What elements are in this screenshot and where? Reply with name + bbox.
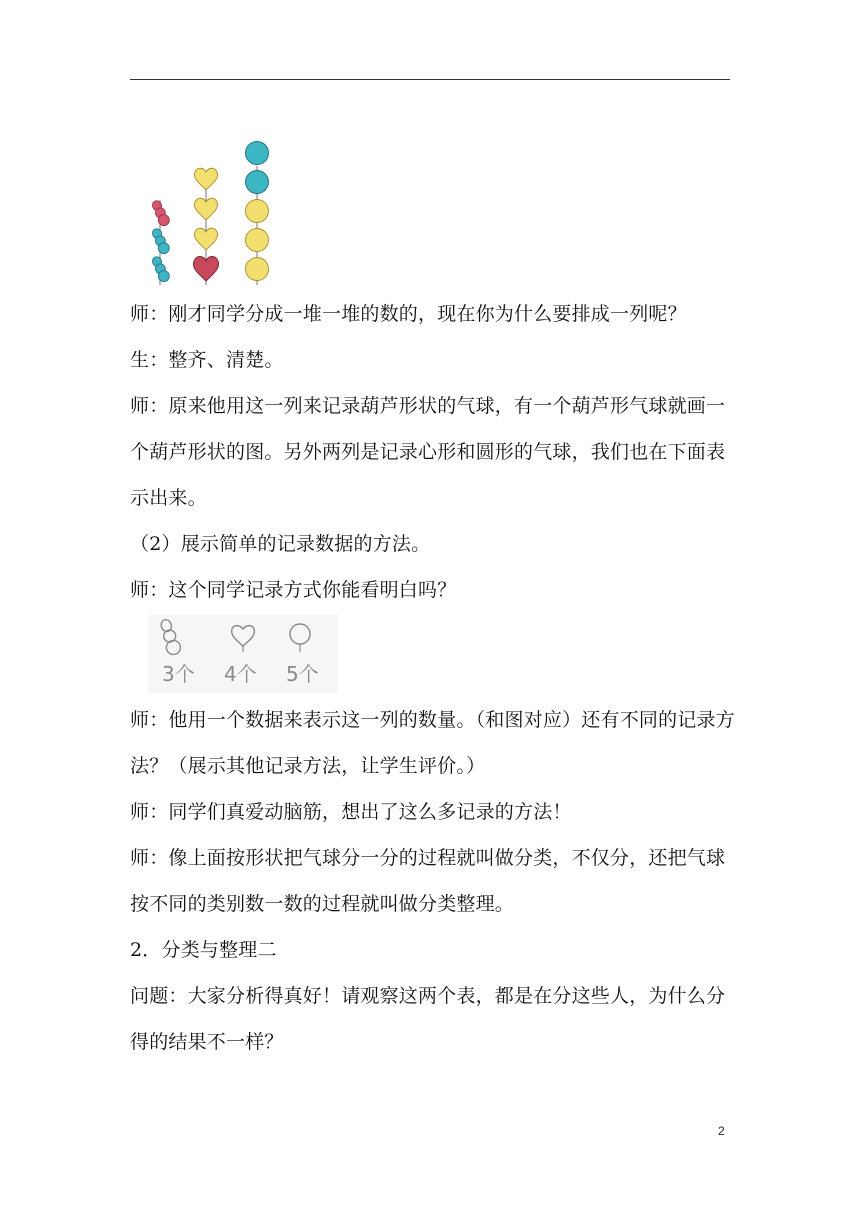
header-rule (130, 79, 730, 80)
dialogue-teacher-explanation: 师：他用一个数据来表示这一列的数量。（和图对应）还有不同的记录方法？（展示其他记录方法，让学生评价。） (130, 709, 735, 777)
circle-balloon-icon (246, 142, 269, 165)
page-number: 2 (718, 1124, 725, 1138)
heart-balloon-column (193, 168, 218, 285)
gourd-balloon-column (150, 199, 171, 285)
count-label: 5个 (286, 662, 319, 686)
heart-balloon-icon (193, 256, 218, 281)
dialogue-teacher-definition: 师：像上面按形状把气球分一分的过程就叫做分类，不仅分，还把气球按不同的类别数一数的过程就叫做分类整理。 (130, 847, 726, 915)
circle-balloon-icon (246, 229, 269, 252)
gourd-balloon-icon (150, 199, 171, 228)
section-heading: 2．分类与整理二 (130, 939, 277, 961)
balloon-columns-figure (140, 138, 280, 288)
count-label: 4个 (224, 662, 257, 686)
question-paragraph: 问题：大家分析得真好！请观察这两个表，都是在分这些人，为什么分得的结果不一样？ (130, 985, 726, 1053)
gourd-balloon-icon (150, 227, 171, 256)
count-label: 3个 (162, 662, 195, 686)
section-subheading: （2）展示简单的记录数据的方法。 (130, 533, 431, 555)
heart-balloon-icon (194, 228, 217, 250)
circle-balloon-icon (246, 171, 269, 194)
dialogue-teacher-question: 师：刚才同学分成一堆一堆的数的，现在你为什么要排成一列呢？ (130, 303, 687, 325)
heart-balloon-icon (194, 198, 217, 220)
dialogue-teacher-explanation: 师：原来他用这一列来记录葫芦形状的气球，有一个葫芦形气球就画一个葫芦形状的图。另外两列是记录心形和圆形的气球，我们也在下面表示出来。 (130, 395, 726, 509)
circle-balloon-icon (246, 258, 269, 281)
dialogue-teacher-question: 师：这个同学记录方式你能看明白吗？ (130, 579, 457, 601)
gourd-balloon-icon (150, 255, 171, 284)
dialogue-teacher-praise: 师：同学们真爱动脑筋，想出了这么多记录的方法！ (130, 801, 572, 823)
heart-balloon-icon (194, 168, 217, 190)
circle-balloon-column (246, 142, 269, 286)
circle-balloon-icon (246, 200, 269, 223)
dialogue-student-answer: 生：整齐、清楚。 (130, 349, 284, 371)
record-method-figure (148, 615, 338, 693)
